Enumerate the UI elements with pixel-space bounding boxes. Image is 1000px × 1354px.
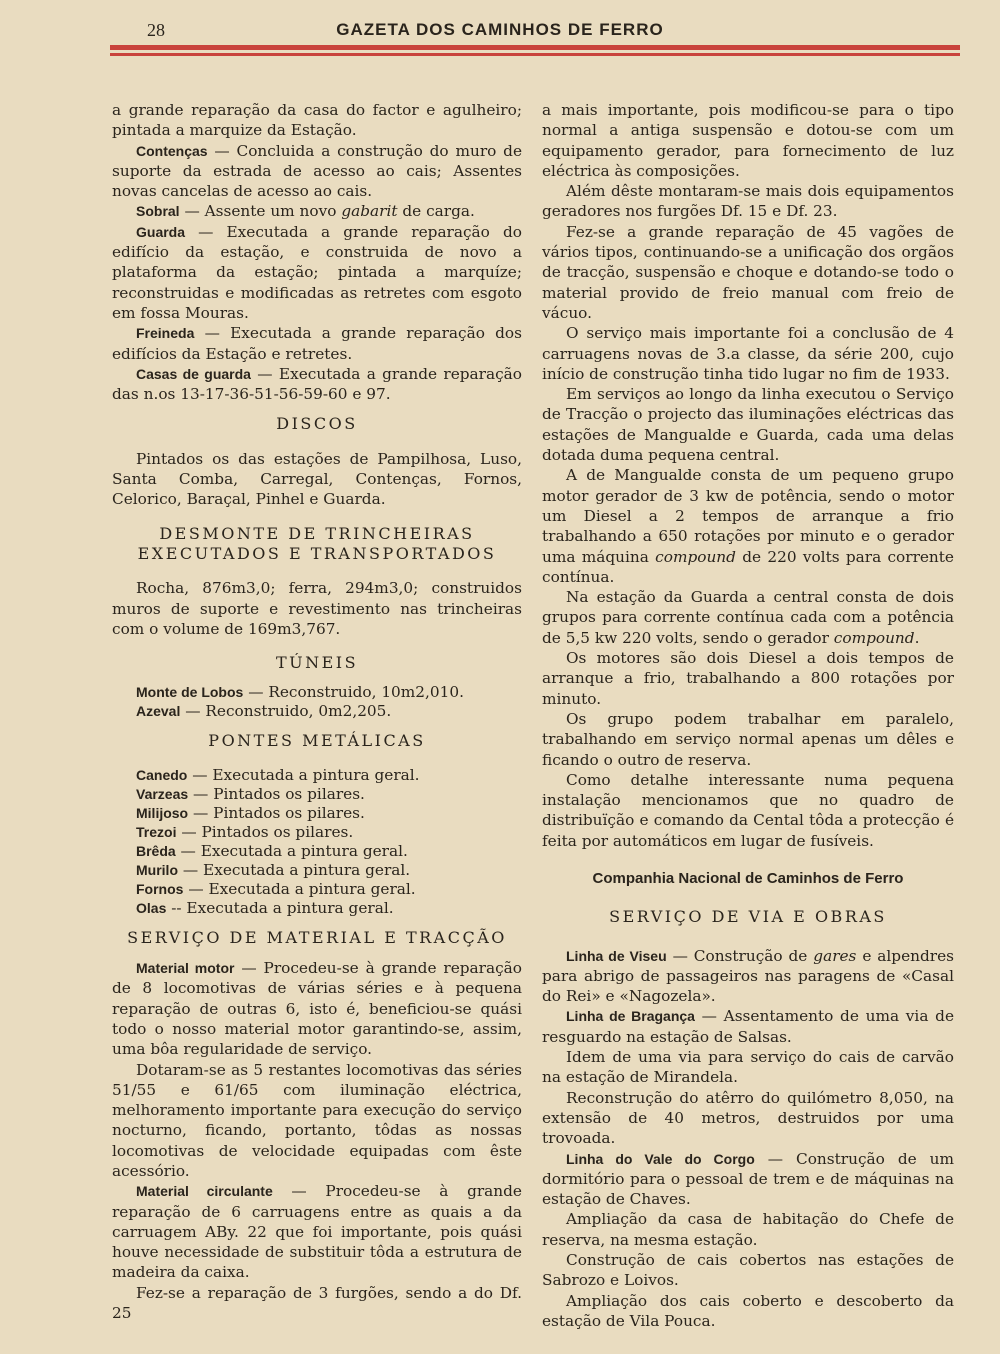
list-item: Milijoso — Pintados os pilares. <box>136 803 365 822</box>
section-heading: PONTES METÁLICAS <box>208 731 426 751</box>
entry-label: Sobral <box>136 203 180 220</box>
paragraph: Rocha, 876m3,0; ferra, 294m3,0; construidos muros de suporte e revestimento nas trincheiras com o volume de 169m3,767. <box>112 579 522 638</box>
header-rule <box>110 45 960 50</box>
paragraph: O serviço mais importante foi a conclusão de 4 carruagens novas de 3.a classe, da série 200, cujo início de construção tinha tido lugar no fim de 1933. <box>542 324 954 383</box>
paragraph: Linha de Viseu — Construção de gares e alpendres para abrigo de passageiros nas paragens de «Casal do Rei» e «Nagozela». <box>542 946 955 1006</box>
section-heading: SERVIÇO DE MATERIAL E TRACÇÃO <box>127 927 507 947</box>
list-item: Olas -- Executada a pintura geral. <box>136 898 394 917</box>
paragraph: Além dêste montaram-se mais dois equipamentos geradores nos furgões Df. 15 e Df. 23. <box>542 182 954 221</box>
page-header <box>0 0 1000 70</box>
entry-label: Contenças <box>136 142 208 159</box>
paragraph: Fez-se a reparação de 3 furgões, sendo a do Df. 25 <box>112 1283 522 1323</box>
list-item: Monte de Lobos — Reconstruido, 10m2,010. <box>136 683 464 702</box>
paragraph: Linha de Bragança — Assentamento de uma via de resguardo na estação de Salsas. <box>542 1007 954 1046</box>
entry-label: Linha de Viseu <box>566 947 667 964</box>
paragraph: Na estação da Guarda a central consta de dois grupos para corrente contínua cada com a potência de 5,5 kw 220 volts, sendo o gerador compound. <box>542 588 954 647</box>
paragraph: Linha do Vale do Corgo — Construção de um dormitório para o pessoal de trem e de máquinas na estação de Chaves. <box>542 1149 954 1209</box>
section-heading: SERVIÇO DE VIA E OBRAS <box>609 907 887 927</box>
paragraph: a grande reparação da casa do factor e agulheiro; pintada a marquize da Estação. <box>112 101 522 140</box>
paragraph: Material motor — Procedeu-se à grande reparação de 8 locomotivas de várias séries e à pequena reparação de outras 6, isto é, beneficiou-se quási todo o nosso material motor garantindo-se, assim, uma bôa regularidade de serviço. <box>112 959 522 1059</box>
company-heading: Companhia Nacional de Caminhos de Ferro <box>592 869 904 887</box>
paragraph: Freineda — Executada a grande reparação dos edifícios da Estação e retretes. <box>112 324 522 363</box>
entry-label: Freineda <box>136 325 195 342</box>
paragraph: Ampliação da casa de habitação do Chefe de reserva, na mesma estação. <box>542 1210 954 1249</box>
paragraph: Contenças — Concluida a construção do muro de suporte da estrada de acesso ao cais; Assentes novas cancelas de acesso ao cais. <box>112 141 522 201</box>
paragraph: Em serviços ao longo da linha executou o Serviço de Tracção o projecto das iluminações eléctricas das estações de Mangualde e Guarda, cada uma delas dotada duma pequena central. <box>542 385 954 465</box>
section-heading: DESMONTE DE TRINCHEIRAS <box>159 523 475 543</box>
paragraph: Material circulante — Procedeu-se à grande reparação de 6 carruagens entre as quais a da carruagem ABy. 22 que foi importante, pois quási houve necessidade de substituir tôda a estrutura de madeira da caixa. <box>112 1182 522 1282</box>
list-item: Azeval — Reconstruido, 0m2,205. <box>136 702 392 721</box>
page-number: 28 <box>147 20 165 40</box>
list-item: Brêda — Executada a pintura geral. <box>136 841 408 860</box>
list-item: Murilo — Executada a pintura geral. <box>136 860 411 879</box>
paragraph: Casas de guarda — Executada a grande reparação das n.os 13-17-36-51-56-59-60 e 97. <box>112 364 522 404</box>
paragraph: Os grupo podem trabalhar em paralelo, trabalhando em serviço normal apenas um dêles e ficando o outro de reserva. <box>542 709 954 769</box>
entry-label: Material motor <box>136 960 235 977</box>
paragraph: Idem de uma via para serviço do cais de carvão na estação de Mirandela. <box>542 1048 954 1087</box>
bridge-list <box>112 766 522 918</box>
paragraph: Ampliação dos cais coberto e descoberto da estação de Vila Pouca. <box>542 1291 954 1330</box>
paragraph: Os motores são dois Diesel a dois tempos de arranque a frio, trabalhando a 800 rotações por minuto. <box>542 649 954 708</box>
paragraph: Como detalhe interessante numa pequena instalação mencionamos que no quadro de distribuïção e comando da Cental tôda a protecção é feita por automáticos em lugar de fusíveis. <box>542 770 954 850</box>
list-item: Canedo — Executada a pintura geral. <box>136 765 420 784</box>
paragraph: Guarda — Executada a grande reparação do edifício da estação, e construida de novo a plataforma da estação; pintada a marquíze; reconstruidas e modificadas as retretes com esgoto em fossa Mouras. <box>112 222 522 322</box>
paragraph: Reconstrução do atêrro do quilómetro 8,050, na extensão de 40 metros, destruidos por uma trovoada. <box>542 1088 954 1148</box>
right-column <box>542 100 954 1331</box>
paragraph: Pintados os das estações de Pampilhosa, Luso, Santa Comba, Carregal, Contenças, Fornos, Celorico, Baraçal, Pinhel e Guarda. <box>112 449 522 509</box>
section-heading: TÚNEIS <box>275 653 359 673</box>
section-heading: EXECUTADOS E TRANSPORTADOS <box>137 543 497 563</box>
entry-label: Casas de guarda <box>136 365 251 382</box>
section-heading: DISCOS <box>276 414 358 434</box>
paragraph: Fez-se a grande reparação de 45 vagões de vários tipos, continuando-se a unificação dos orgãos de tracção, suspensão e choque e dotando-se todo o material provido de freio manual com freio de vácuo. <box>542 222 954 322</box>
entry-label: Linha do Vale do Corgo <box>566 1150 755 1167</box>
paragraph: Sobral — Assente um novo gabarit de carga. <box>136 202 475 221</box>
header-rule <box>110 53 960 56</box>
entry-label: Material circulante <box>136 1183 273 1200</box>
paragraph: Dotaram-se as 5 restantes locomotivas das séries 51/55 e 61/65 com iluminação eléctrica, melhoramento importante para execução do serviço nocturno, ficando, portanto, tôdas as nossas locomotivas de velocidade equipadas com êste acessório. <box>112 1060 522 1180</box>
entry-label: Linha de Bragança <box>566 1008 695 1025</box>
list-item: Trezoi — Pintados os pilares. <box>136 822 354 841</box>
paragraph: A de Mangualde consta de um pequeno grupo motor gerador de 3 kw de potência, sendo o motor um Diesel a 2 tempos de arranque a frio trabalhando a 650 rotações por minuto e o gerador uma máquina compound de 220 volts para corrente contínua. <box>542 466 954 586</box>
list-item: Fornos — Executada a pintura geral. <box>136 879 416 898</box>
paragraph: a mais importante, pois modificou-se para o tipo normal a antiga suspensão e dotou-se com um equipamento gerador, para fornecimento de luz eléctrica às composições. <box>542 101 954 180</box>
left-column <box>112 100 522 1323</box>
entry-label: Guarda <box>136 223 186 240</box>
page-title: GAZETA DOS CAMINHOS DE FERRO <box>336 20 664 39</box>
list-item: Varzeas — Pintados os pilares. <box>136 784 365 803</box>
paragraph: Construção de cais cobertos nas estações de Sabrozo e Loivos. <box>542 1251 954 1290</box>
tunnel-list <box>112 683 522 721</box>
